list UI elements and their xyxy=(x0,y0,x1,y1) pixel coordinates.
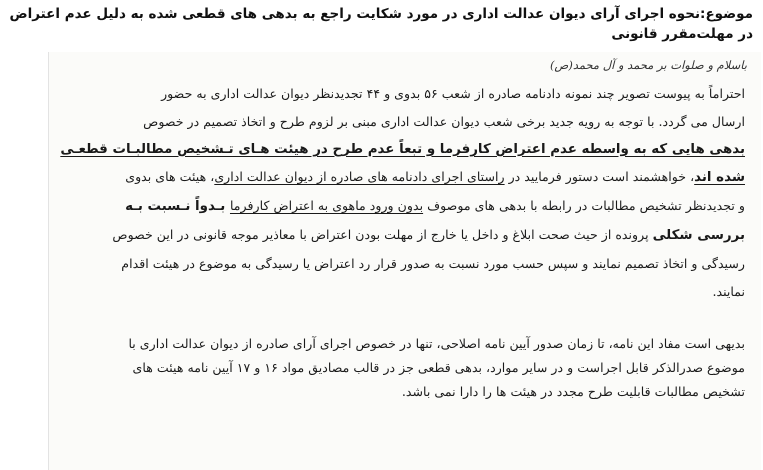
paragraph-1-line-7: رسیدگی و اتخاذ تصمیم نمایند و سپس حسب مورد نسبت به صدور قرار رد اعتراض یا رسیدگی به موضوع در هیئت اقدام xyxy=(121,255,745,271)
paragraph-2-line-1: بدیهی است مفاد این نامه، تا زمان صدور آیین نامه اصلاحی، تنها در خصوص اجرای آرای صادره از دیوان عدالت اداری با xyxy=(128,336,745,351)
paragraph-1-line-6 xyxy=(60,221,745,250)
paragraph-1-line-2: ارسال می گردد. با توجه به رویه جدید برخی شعب دیوان عدالت اداری مبنی بر لزوم طرح و اتخاذ تصمیم در خصوص xyxy=(143,113,745,129)
subject-heading: موضوع:نحوه اجرای آرای دیوان عدالت اداری در مورد شکایت راجع به بدهی های قطعی شده به دلیل عدم اعتراض در مهلت‌مقرر قانونی xyxy=(9,6,753,42)
underlined-text: بدون ورود ماهوی به اعتراض کارفرما xyxy=(229,198,424,214)
paragraph-1 xyxy=(60,80,745,305)
paragraph-2-line-3: تشخیص مطالبات قابلیت طرح مجدد در هیئت ها را دارا نمی باشد. xyxy=(401,384,745,399)
paragraph-1-line-3: بدهی هایی که به واسطه عدم اعتراض کارفرما و تبعاً عدم طرح در هیئت هـای تـشخیص مطالبـات قطعـی xyxy=(60,141,745,157)
plain-text: ، خواهشمند است دستور فرمایید در xyxy=(504,169,695,185)
underlined-text: راستای اجرای دادنامه های صادره از دیوان عدالت اداری xyxy=(214,169,505,185)
paragraph-1-line-1: احتراماً به پیوست تصویر چند نمونه دادنامه صادره از شعب ۵۶ بدوی و ۴۴ تجدیدنظر دیوان عدالت اداری به حضور xyxy=(161,86,745,101)
emphasis-text: بررسی شکلی xyxy=(652,227,745,243)
paragraph-1-line-8: نمایند. xyxy=(712,283,745,299)
plain-text: پرونده از حیث صحت ابلاغ و داخل یا خارج از مهلت بودن اعتراض با معاذیر موجه قانونی در این خصوص xyxy=(112,226,653,242)
paragraph-1-line-4 xyxy=(60,163,745,192)
emphasis-text: شده اند xyxy=(694,170,745,186)
greeting-line: باسلام و صلوات بر محمد و آل محمد(ص) xyxy=(549,58,747,72)
emphasis-text: بـدواً نـسبت بـه xyxy=(125,199,230,215)
paragraph-1-line-5 xyxy=(60,192,745,221)
paragraph-2 xyxy=(60,332,745,404)
plain-text: ، هیئت های بدوی xyxy=(125,169,215,185)
plain-text: و تجدیدنظر تشخیص مطالبات در رابطه با بدهی های موصوف xyxy=(423,198,745,214)
paragraph-2-line-2: موضوع صدرالذکر قابل اجراست و در سایر موارد، بدهی قطعی جز در قالب مصادیق مواد ۱۶ و ۱۷ آیین نامه هیئت های xyxy=(132,360,745,375)
